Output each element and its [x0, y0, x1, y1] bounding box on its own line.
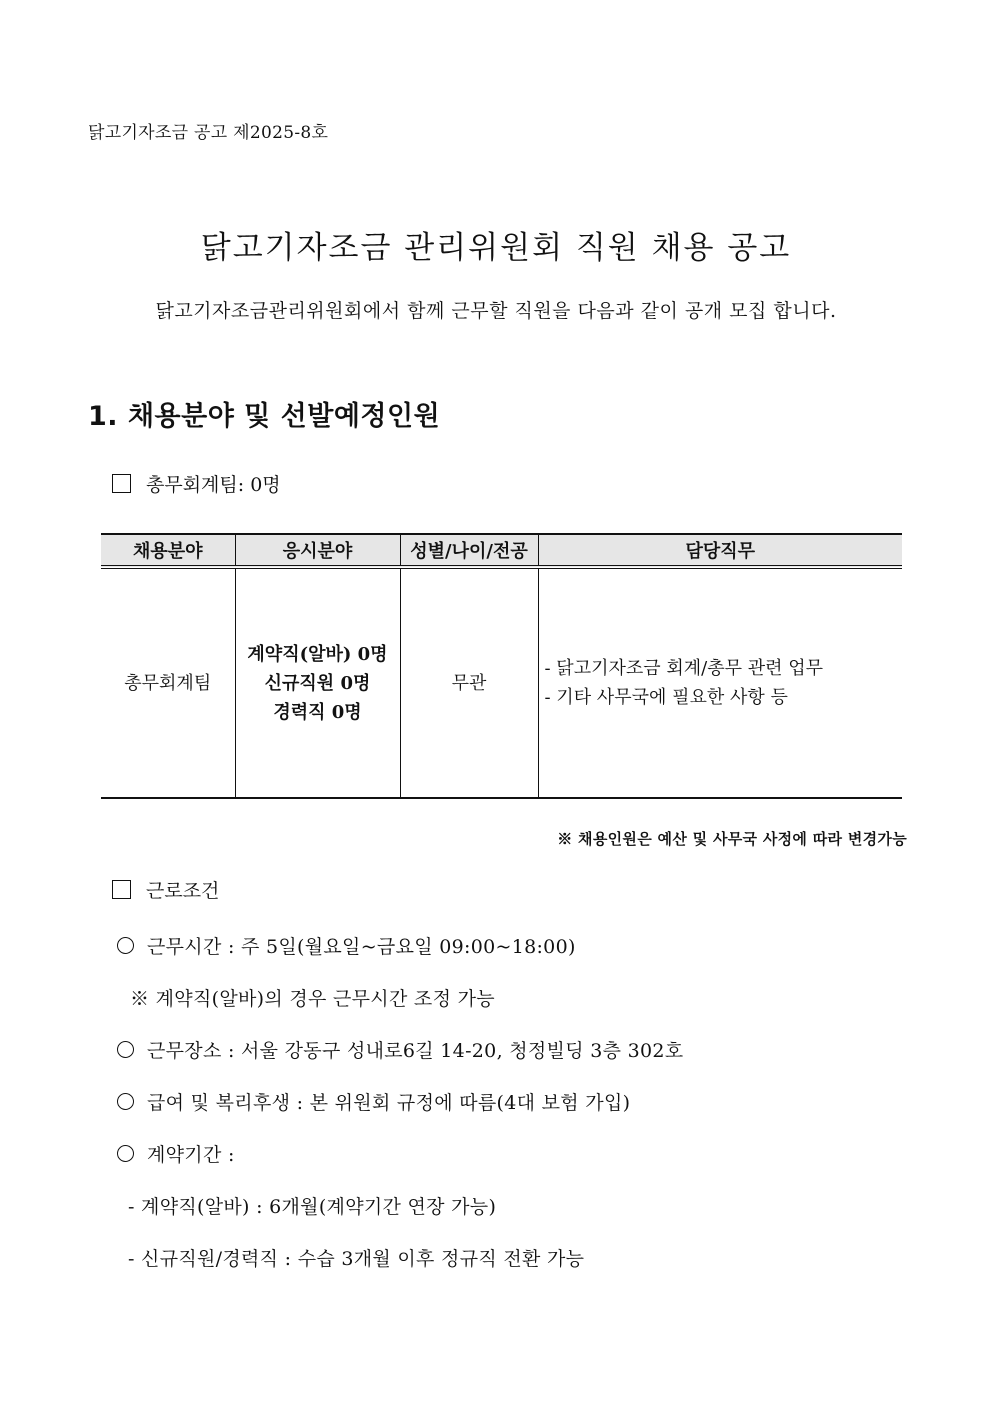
contract-period-text: 계약기간 :: [147, 1144, 235, 1166]
contract-item: - 신규직원/경력직 : 수습 3개월 이후 정규직 전환 가능: [128, 1248, 585, 1270]
team-line-text: 총무회계팀: 0명: [146, 474, 281, 496]
table-header-cell: 채용분야: [101, 534, 235, 567]
location-item: [117, 1036, 683, 1063]
circle-bullet-icon: [117, 937, 134, 954]
table-header-cell: 담당직무: [538, 534, 902, 567]
conditions-heading-text: 근로조건: [146, 880, 220, 902]
table-header-cell: 성별/나이/전공: [400, 534, 538, 567]
position-item: 계약직(알바) 0명: [247, 643, 388, 665]
duty-item: - 기타 사무국에 필요한 사항 등: [544, 687, 788, 708]
work-hours-text: 근무시간 : 주 5일(월요일~금요일 09:00~18:00): [147, 936, 576, 958]
notice-number: 닭고기자조금 공고 제2025-8호: [88, 123, 329, 143]
salary-item: [117, 1088, 630, 1115]
table-row: [101, 567, 902, 798]
conditions-heading: [112, 876, 219, 903]
intro-text: 닭고기자조금관리위원회에서 함께 근무할 직원을 다음과 같이 공개 모집 합니다.: [155, 300, 837, 322]
duties-cell: [538, 567, 902, 798]
positions-cell: [235, 567, 400, 798]
requirements-cell: 무관: [400, 567, 538, 798]
team-line: [112, 470, 281, 497]
recruitment-table: [101, 533, 902, 799]
field-cell: 총무회계팀: [101, 567, 235, 798]
checkbox-square-icon: [112, 880, 131, 899]
work-hours-note: ※ 계약직(알바)의 경우 근무시간 조정 가능: [130, 988, 495, 1010]
table-header-row: [101, 534, 902, 567]
position-item: 신규직원 0명: [264, 672, 371, 694]
page-title: 닭고기자조금 관리위원회 직원 채용 공고: [200, 230, 792, 266]
table-header-cell: 응시분야: [235, 534, 400, 567]
location-text: 근무장소 : 서울 강동구 성내로6길 14-20, 청정빌딩 3층 302호: [147, 1040, 684, 1062]
section-heading: 1. 채용분야 및 선발예정인원: [88, 401, 441, 432]
contract-item: - 계약직(알바) : 6개월(계약기간 연장 가능): [128, 1196, 497, 1218]
contract-period-item: [117, 1140, 235, 1167]
circle-bullet-icon: [117, 1041, 134, 1058]
circle-bullet-icon: [117, 1093, 134, 1110]
checkbox-square-icon: [112, 474, 131, 493]
work-hours-item: [117, 932, 576, 959]
circle-bullet-icon: [117, 1145, 134, 1162]
duty-item: - 닭고기자조금 회계/총무 관련 업무: [544, 658, 823, 679]
salary-text: 급여 및 복리후생 : 본 위원회 규정에 따름(4대 보험 가입): [147, 1092, 631, 1114]
position-item: 경력직 0명: [273, 701, 362, 723]
table-note: ※ 채용인원은 예산 및 사무국 사정에 따라 변경가능: [557, 830, 907, 848]
